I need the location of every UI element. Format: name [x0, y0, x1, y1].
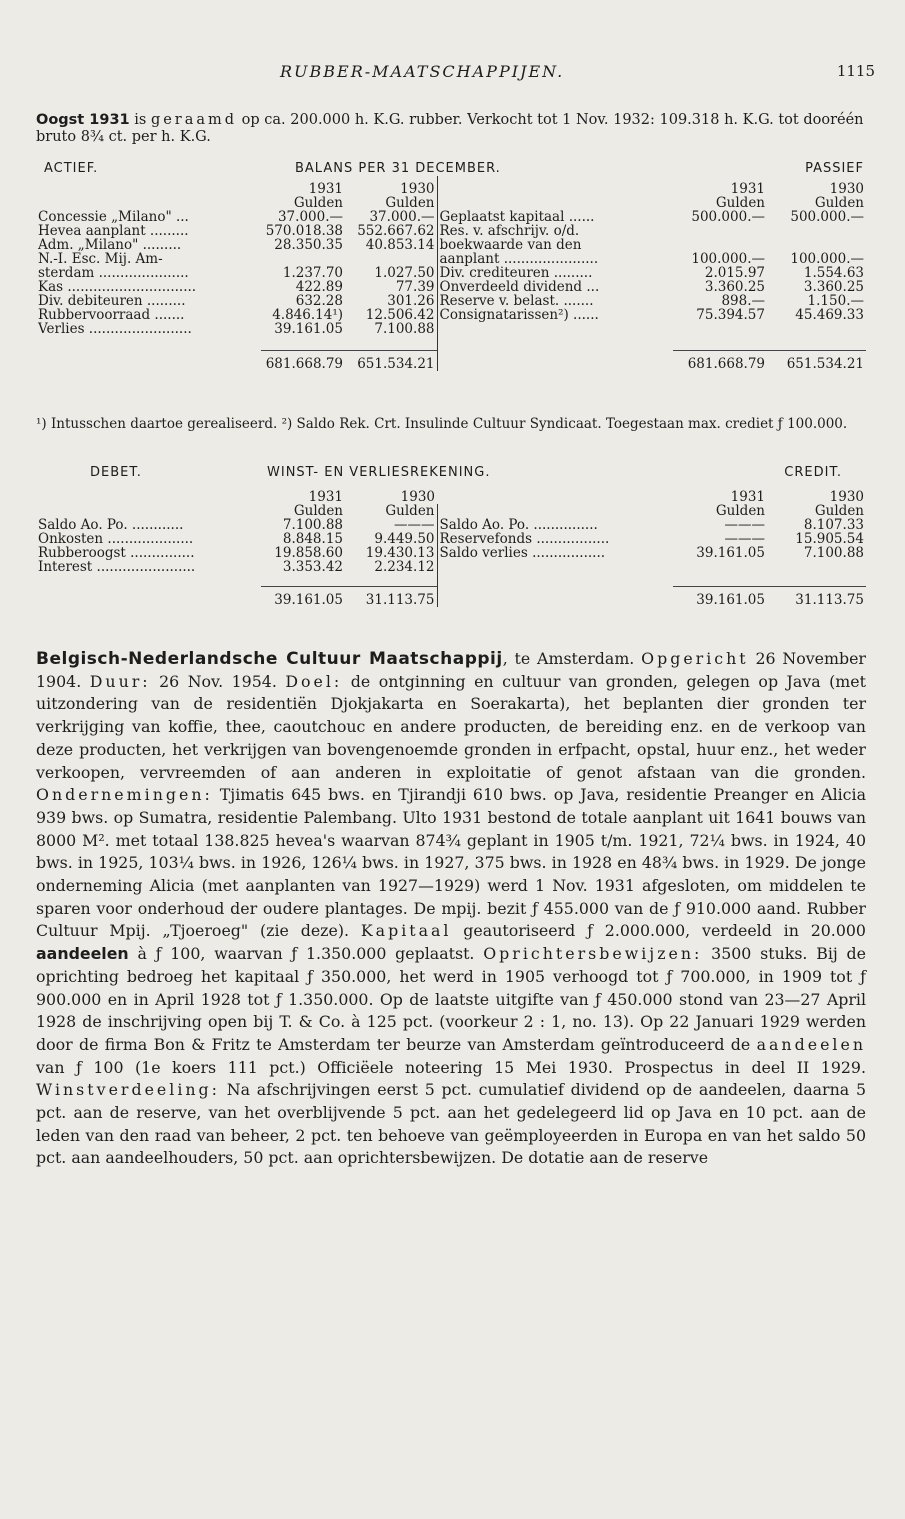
asset-1930	[345, 252, 437, 266]
body-text: Na afschrijvingen eerst 5 pct. cumulatief dividend op de aandeelen, daarna 5 pct. aan de reserve, van het overblijvende 5 pct. aan het gedelegeerd lid op Java en 10 pct. aan de leden van den raad van beheer, 2 pct. ten behoeve van geëmployeerden in Europa en van het saldo 50 pct. aan aandeelhouders, 50 pct. aan oprichtersbewijzen. De dotatie aan de reserve	[36, 1080, 866, 1168]
pnl-spacer-row	[36, 574, 866, 586]
company-entry	[36, 648, 866, 1170]
debit-1930: 2.234.12	[374, 559, 435, 575]
liability-1931	[673, 224, 767, 238]
year-1931: 1931	[308, 181, 343, 197]
pnl-years-row	[36, 480, 866, 504]
asset-1930: 37.000.—	[369, 209, 435, 225]
liability-1930	[767, 238, 866, 252]
total-credit-1931: 39.161.05	[673, 586, 767, 607]
asset-label: Concessie „Milano" ...	[38, 209, 189, 225]
liability-1930: 1.554.63	[803, 265, 864, 281]
balance-actief-title: ACTIEF.	[44, 161, 99, 176]
unit-label: Gulden	[385, 195, 435, 211]
liability-1930: 3.360.25	[803, 279, 864, 295]
liability-1930: 1.150.—	[807, 293, 864, 309]
balance-row	[36, 322, 866, 336]
unit-label: Gulden	[293, 503, 343, 519]
company-paragraph	[36, 648, 866, 1170]
asset-1931: 39.161.05	[274, 321, 343, 337]
asset-1931: 1.237.70	[282, 265, 343, 281]
debit-1931: 19.858.60	[274, 545, 343, 561]
total-debit-1930: 31.113.75	[345, 586, 437, 607]
balance-row	[36, 308, 866, 322]
body-text: à ƒ 100, waarvan ƒ 1.350.000 geplaatst.	[128, 944, 484, 964]
asset-1931: 4.846.14¹)	[272, 307, 343, 323]
total-liabilities-1930: 651.534.21	[767, 350, 866, 371]
credit-1931: 39.161.05	[696, 545, 765, 561]
balance-unit-row	[36, 196, 866, 210]
pnl-row	[36, 546, 866, 560]
debit-1931: 8.848.15	[282, 531, 343, 547]
liability-1930: 100.000.—	[790, 251, 864, 267]
balance-row	[36, 252, 866, 266]
total-credit-1930: 31.113.75	[767, 586, 866, 607]
keyword-opgericht: Opgericht	[641, 649, 749, 668]
asset-1930: 12.506.42	[365, 307, 435, 323]
liability-label: Consignatarissen²) ......	[437, 308, 673, 322]
asset-1930: 77.39	[395, 279, 435, 295]
liability-1931: 898.—	[721, 293, 765, 309]
pnl-row	[36, 560, 866, 574]
pnl-credit-title: CREDIT.	[784, 465, 842, 480]
pnl-title: WINST- EN VERLIESREKENING.	[267, 465, 491, 480]
debit-label: Saldo Ao. Po. ............	[38, 517, 184, 533]
balance-row	[36, 210, 866, 224]
balance-footnote: ¹) Intusschen daartoe gerealiseerd. ²) Saldo Rek. Crt. Insulinde Cultuur Syndicaat. Toegestaan max. crediet ƒ 100.000.	[36, 416, 848, 432]
asset-1931: 37.000.—	[277, 209, 343, 225]
body-text: geautoriseerd ƒ 2.000.000, verdeeld in 20.000	[451, 921, 866, 941]
balance-spacer-row	[36, 336, 866, 350]
total-assets-1931: 681.668.79	[261, 350, 345, 371]
year-1930: 1930	[400, 489, 435, 505]
body-text: van ƒ 100 (1e koers 111 pct.) Officiëele noteering 15 Mei 1930. Prospectus in deel II 1929.	[36, 1057, 866, 1077]
unit-label: Gulden	[715, 503, 765, 519]
asset-label: Adm. „Milano" .........	[38, 237, 182, 253]
liability-1931: 2.015.97	[704, 265, 765, 281]
year-1930: 1930	[400, 181, 435, 197]
body-text: de ontginning en cultuur van gronden, gelegen op Java (met uitzondering van de residentiën Djokjakarta en Soerakarta), het beplanten dier gronden ter verkrijging van koffie, thee, caoutchouc en andere producten, de bereiding enz. en de verkoop van deze producten, het verkrijgen van bovengenoemde gronden in erfpacht, opstal, huur enz., het weder verkoopen, vervreemden of aan anderen in exploitatie of genot afstaan van die gronden.	[36, 671, 866, 782]
keyword-winstverdeeling: Winstverdeeling:	[36, 1080, 220, 1100]
keyword-ondernemingen: Ondernemingen:	[36, 785, 213, 805]
asset-1931: 632.28	[295, 293, 343, 309]
liability-1931: 3.360.25	[704, 279, 765, 295]
balance-row	[36, 294, 866, 308]
asset-1930: 1.027.50	[374, 265, 435, 281]
page-header	[0, 62, 905, 86]
debit-1931: 7.100.88	[282, 517, 343, 533]
asset-label: sterdam .....................	[38, 265, 189, 281]
asset-label: Rubbervoorraad .......	[38, 307, 185, 323]
balance-total-row	[36, 350, 866, 371]
total-debit-1931: 39.161.05	[261, 586, 345, 607]
liability-label: Res. v. afschrijv. o/d.	[437, 224, 673, 238]
page-number: 1115	[836, 62, 875, 80]
body-text: 26 November 1904.	[36, 649, 866, 691]
asset-label: Div. debiteuren .........	[38, 293, 186, 309]
credit-label: Saldo verlies .................	[437, 546, 673, 560]
keyword-doel: Doel:	[285, 671, 343, 691]
asset-1931: 28.350.35	[274, 237, 343, 253]
liability-1931: 500.000.—	[691, 209, 765, 225]
body-text: Tjimatis 645 bws. en Tjirandji 610 bws. op Java, residentie Preanger en Alicia 939 bws. op Sumatra, residentie Palembang. Ulto 1931 bestond de totale aanplant uit 1641 bouws van 8000 M². met totaal 138.825 hevea's waarvan 874¾ geplant in 1905 t/m. 1921, 72¼ bws. in 1924, 40 bws. in 1925, 103¼ bws. in 1926, 126¼ bws. in 1927, 375 bws. in 1928 en 48¾ bws. in 1929. De jonge onderneming Alicia (met aanplanten van 1927—1929) werd 1 Nov. 1931 afgesloten, om middelen te sparen voor onderhoud der oudere plantages. De mpij. bezit ƒ 455.000 van de ƒ 910.000 aand. Rubber Cultuur Mpij. „Tjoeroeg" (zie deze).	[36, 785, 866, 941]
credit-1930: 7.100.88	[803, 545, 864, 561]
debit-label: Rubberoogst ...............	[38, 545, 195, 561]
company-name: Belgisch-Nederlandsche Cultuur Maatschappij	[36, 649, 503, 669]
credit-1931: ———	[724, 517, 765, 533]
balance-row	[36, 280, 866, 294]
pnl-row	[36, 532, 866, 546]
asset-label: Kas ..............................	[38, 279, 197, 295]
debit-label: Onkosten ....................	[38, 531, 194, 547]
asset-1930: 40.853.14	[365, 237, 435, 253]
credit-1930: 8.107.33	[803, 517, 864, 533]
debit-1931: 3.353.42	[282, 559, 343, 575]
harvest-lead: Oogst 1931	[36, 112, 130, 128]
year-1931: 1931	[730, 489, 765, 505]
year-1931: 1931	[308, 489, 343, 505]
body-text: 26 Nov. 1954.	[150, 671, 286, 691]
asset-label: N.-I. Esc. Mij. Am-	[38, 251, 163, 267]
balance-years-row	[36, 176, 866, 196]
balance-sheet-title: BALANS PER 31 DECEMBER.	[295, 161, 501, 176]
asset-1931	[261, 252, 345, 266]
keyword-duur: Duur:	[89, 671, 151, 691]
harvest-text-2: op ca. 200.000 h. K.G. rubber. Verkocht tot 1 Nov. 1932: 109.318 h. K.G. tot dooréén bruto 8¾ ct. per h. K.G.	[36, 112, 864, 145]
liability-label: aanplant ......................	[437, 252, 673, 266]
balance-row	[36, 238, 866, 252]
body-text: 3500 stuks. Bij de oprichting bedroeg het kapitaal ƒ 350.000, het werd in 1905 verhoogd tot ƒ 700.000, in 1909 tot ƒ 900.000 en in April 1928 tot ƒ 1.350.000. Op de laatste uitgifte van ƒ 450.000 stond van 23—27 April 1928 de inschrijving open bij T. & Co. à 125 pct. (voorkeur 2 : 1, no. 13). Op 22 Januari 1929 werden door de firma Bon & Fritz te Amsterdam ter beurze van Amsterdam geïntroduceerd de	[36, 944, 866, 1054]
asset-1930: 301.26	[387, 293, 435, 309]
credit-1931: ———	[724, 531, 765, 547]
liability-1931: 100.000.—	[691, 251, 765, 267]
liability-1931: 75.394.57	[696, 307, 765, 323]
pnl-debet-title: DEBET.	[90, 465, 142, 480]
pnl-table	[36, 466, 866, 607]
debit-1930: 9.449.50	[374, 531, 435, 547]
liability-label: Onverdeeld dividend ...	[437, 280, 673, 294]
unit-label: Gulden	[715, 195, 765, 211]
pnl-title-row	[36, 466, 866, 480]
unit-label: Gulden	[814, 503, 864, 519]
total-liabilities-1931: 681.668.79	[673, 350, 767, 371]
harvest-note	[36, 112, 866, 146]
liability-label: boekwaarde van den	[437, 238, 673, 252]
running-title: RUBBER-MAATSCHAPPIJEN.	[280, 62, 565, 81]
liability-label: Div. crediteuren .........	[437, 266, 673, 280]
keyword-kapitaal: Kapitaal	[360, 921, 452, 941]
balance-row	[36, 224, 866, 238]
credit-label: Saldo Ao. Po. ...............	[437, 518, 673, 532]
harvest-spaced-word: geraamd	[150, 112, 238, 128]
pnl-total-row	[36, 586, 866, 607]
keyword-oprichtersbewijzen: Oprichtersbewijzen:	[483, 944, 703, 964]
liability-1931	[673, 238, 767, 252]
pnl-unit-row	[36, 504, 866, 518]
debit-1930: 19.430.13	[365, 545, 435, 561]
balance-title-row	[36, 162, 866, 176]
debit-1930: ———	[394, 517, 435, 533]
asset-1930: 7.100.88	[374, 321, 435, 337]
unit-label: Gulden	[814, 195, 864, 211]
unit-label: Gulden	[385, 503, 435, 519]
total-assets-1930: 651.534.21	[345, 350, 437, 371]
asset-label: Hevea aanplant .........	[38, 223, 189, 239]
body-text: , te Amsterdam.	[502, 649, 642, 668]
credit-label: Reservefonds .................	[437, 532, 673, 546]
liability-1930	[767, 224, 866, 238]
liability-label: Reserve v. belast. .......	[437, 294, 673, 308]
balance-sheet-table	[36, 162, 866, 371]
pnl-row	[36, 518, 866, 532]
asset-1930: 552.667.62	[357, 223, 435, 239]
debit-label: Interest .......................	[38, 559, 196, 575]
balance-row	[36, 266, 866, 280]
liability-label: Geplaatst kapitaal ......	[437, 210, 673, 224]
liability-1930: 45.469.33	[795, 307, 864, 323]
credit-1930: 15.905.54	[795, 531, 864, 547]
keyword-aandeelen-bold: aandeelen	[36, 944, 129, 964]
year-1931: 1931	[730, 181, 765, 197]
asset-1931: 422.89	[295, 279, 343, 295]
harvest-text-1: is	[129, 112, 151, 128]
unit-label: Gulden	[293, 195, 343, 211]
asset-1931: 570.018.38	[265, 223, 343, 239]
liability-1930: 500.000.—	[790, 209, 864, 225]
balance-passief-title: PASSIEF	[805, 161, 864, 176]
year-1930: 1930	[829, 181, 864, 197]
asset-label: Verlies ........................	[38, 321, 192, 337]
year-1930: 1930	[829, 489, 864, 505]
keyword-aandeelen-spaced: aandeelen	[756, 1034, 866, 1054]
